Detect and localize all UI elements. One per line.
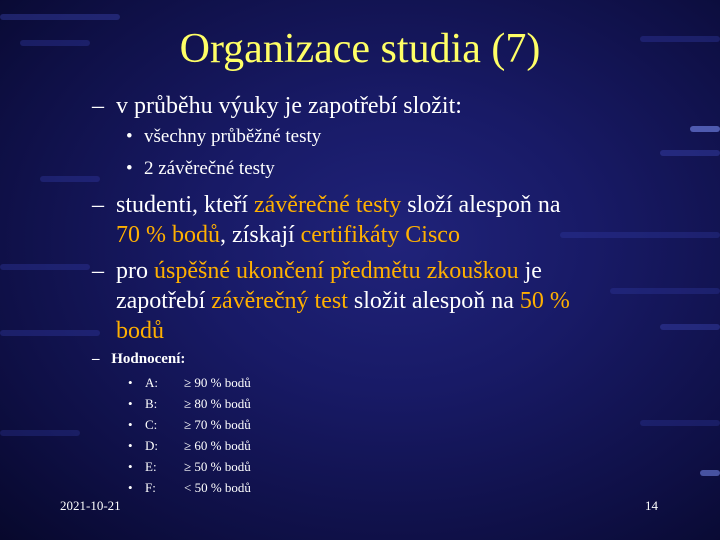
bullet-point <box>92 190 561 250</box>
grade-criterion: ≥ 80 % bodů <box>184 396 251 411</box>
grade-criterion: ≥ 70 % bodů <box>184 417 251 432</box>
grade-letter: F: <box>145 480 156 495</box>
bullet-marker: • <box>126 126 133 147</box>
bullet-point <box>92 256 570 346</box>
grade-criterion: < 50 % bodů <box>184 480 251 495</box>
bullet-line: studenti, kteří závěrečné testy složí alespoň na <box>116 192 561 218</box>
bullet-line: 70 % bodů, získají certifikáty Cisco <box>116 222 460 248</box>
sub-bullet <box>126 122 321 151</box>
bullet-marker: • <box>126 158 133 179</box>
grade-criterion: ≥ 90 % bodů <box>184 375 251 390</box>
sub-bullet-text: 2 závěrečné testy <box>144 158 275 179</box>
grading-title: Hodnocení: <box>111 351 186 367</box>
slide-title: Organizace studia (7) <box>179 26 541 72</box>
footer-date: 2021-10-21 <box>60 498 121 513</box>
dash-marker: – <box>92 258 104 284</box>
grade-letter: A: <box>145 375 158 390</box>
grade-letter: B: <box>145 396 158 411</box>
bullet-point <box>92 91 462 121</box>
bullet-line: bodů <box>116 318 164 344</box>
dash-marker: – <box>92 93 104 119</box>
dash-marker: – <box>92 192 104 218</box>
grade-criterion: ≥ 60 % bodů <box>184 438 251 453</box>
grade-criterion: ≥ 50 % bodů <box>184 459 251 474</box>
page-number: 14 <box>645 498 658 513</box>
bullet-text: v průběhu výuky je zapotřebí složit: <box>116 93 462 119</box>
sub-bullet-text: všechny průběžné testy <box>144 126 322 147</box>
grade-letter: D: <box>145 438 158 453</box>
bullet-line: zapotřebí závěrečný test složit alespoň na 50 % <box>116 288 570 314</box>
dash-marker: – <box>92 351 100 367</box>
sub-bullet <box>126 154 275 183</box>
grading-heading <box>92 349 185 369</box>
grade-letter: C: <box>145 417 158 432</box>
grade-letter: E: <box>145 459 157 474</box>
bullet-line: pro úspěšné ukončení předmětu zkouškou je <box>116 258 542 284</box>
